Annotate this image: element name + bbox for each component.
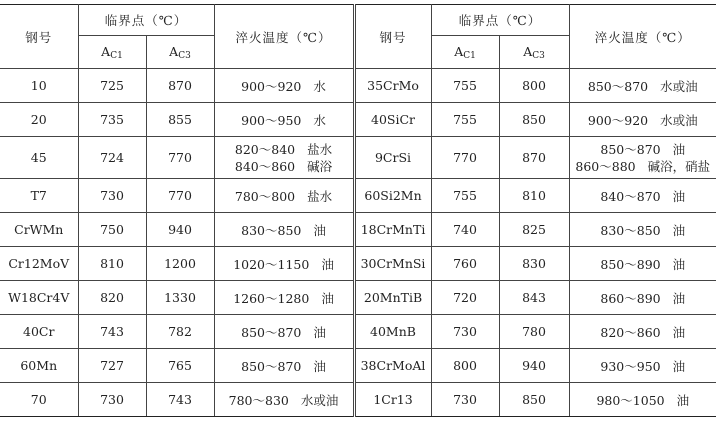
- ac1-cell: 743: [78, 315, 146, 349]
- header-ac3-left: $A_{C3}$: [146, 36, 214, 69]
- ac3-cell: 770: [146, 137, 214, 179]
- grade-cell: Cr12MoV: [0, 247, 78, 281]
- ac3-cell: 780: [499, 315, 569, 349]
- ac3-cell: 850: [499, 103, 569, 137]
- grade-cell: 20: [0, 103, 78, 137]
- ac3-cell: 940: [146, 213, 214, 247]
- ac1-cell: 760: [431, 247, 499, 281]
- grade-cell: 60Si2Mn: [354, 179, 431, 213]
- ac1-cell: 730: [431, 383, 499, 417]
- ac1-cell: 730: [78, 179, 146, 213]
- table-row: [0, 349, 716, 383]
- quench-cell: 900～920 水: [214, 69, 354, 103]
- table-row: [0, 137, 716, 179]
- quench-temperature-table: [0, 4, 716, 417]
- header-grade-left: 钢号: [0, 5, 78, 69]
- header-quench-left: 淬火温度（℃）: [214, 5, 354, 69]
- table-row: [0, 281, 716, 315]
- ac1-cell: 730: [78, 383, 146, 417]
- ac3-cell: 830: [499, 247, 569, 281]
- header-grade-right: 钢号: [354, 5, 431, 69]
- header-quench-right: 淬火温度（℃）: [569, 5, 716, 69]
- quench-cell: 850～890 油: [569, 247, 716, 281]
- header-ac1-left: $A_{C1}$: [78, 36, 146, 69]
- grade-cell: 35CrMo: [354, 69, 431, 103]
- table-row: [0, 69, 716, 103]
- ac3-cell: 855: [146, 103, 214, 137]
- quench-cell: 830～850 油: [569, 213, 716, 247]
- ac3-cell: 843: [499, 281, 569, 315]
- grade-cell: 20MnTiB: [354, 281, 431, 315]
- grade-cell: 60Mn: [0, 349, 78, 383]
- quench-cell: 980～1050 油: [569, 383, 716, 417]
- grade-cell: 10: [0, 69, 78, 103]
- grade-cell: 18CrMnTi: [354, 213, 431, 247]
- table-row: [0, 103, 716, 137]
- grade-cell: 40Cr: [0, 315, 78, 349]
- ac1-cell: 770: [431, 137, 499, 179]
- ac3-cell: 770: [146, 179, 214, 213]
- ac1-cell: 810: [78, 247, 146, 281]
- table-row: [0, 247, 716, 281]
- ac1-cell: 724: [78, 137, 146, 179]
- quench-cell: 900～920 水或油: [569, 103, 716, 137]
- grade-cell: 1Cr13: [354, 383, 431, 417]
- quench-cell: 900～950 水: [214, 103, 354, 137]
- quench-cell: 850～870 油: [214, 349, 354, 383]
- quench-cell: 780～830 水或油: [214, 383, 354, 417]
- grade-cell: 30CrMnSi: [354, 247, 431, 281]
- ac3-cell: 1200: [146, 247, 214, 281]
- ac1-cell: 725: [78, 69, 146, 103]
- ac3-cell: 743: [146, 383, 214, 417]
- grade-cell: 45: [0, 137, 78, 179]
- ac3-cell: 870: [146, 69, 214, 103]
- header-ac1-right: $A_{C1}$: [431, 36, 499, 69]
- header-critical-right: 临界点（℃）: [431, 5, 569, 36]
- quench-cell: 840～870 油: [569, 179, 716, 213]
- ac1-cell: 740: [431, 213, 499, 247]
- ac3-cell: 782: [146, 315, 214, 349]
- ac3-cell: 825: [499, 213, 569, 247]
- grade-cell: 9CrSi: [354, 137, 431, 179]
- grade-cell: CrWMn: [0, 213, 78, 247]
- ac1-cell: 820: [78, 281, 146, 315]
- ac1-cell: 755: [431, 103, 499, 137]
- quench-cell: 850～870 水或油: [569, 69, 716, 103]
- ac1-cell: 750: [78, 213, 146, 247]
- quench-cell: 820～840 盐水 840～860 碱浴: [214, 137, 354, 179]
- quench-cell: 850～870 油 860～880 碱浴，硝盐: [569, 137, 716, 179]
- ac1-cell: 800: [431, 349, 499, 383]
- quench-cell: 830～850 油: [214, 213, 354, 247]
- ac1-cell: 720: [431, 281, 499, 315]
- quench-cell: 930～950 油: [569, 349, 716, 383]
- ac3-cell: 870: [499, 137, 569, 179]
- grade-cell: T7: [0, 179, 78, 213]
- header-ac3-right: $A_{C3}$: [499, 36, 569, 69]
- header-critical-left: 临界点（℃）: [78, 5, 214, 36]
- ac3-cell: 810: [499, 179, 569, 213]
- grade-cell: 70: [0, 383, 78, 417]
- table-row: [0, 213, 716, 247]
- ac3-cell: 765: [146, 349, 214, 383]
- grade-cell: 40SiCr: [354, 103, 431, 137]
- ac1-cell: 755: [431, 179, 499, 213]
- quench-cell: 1260～1280 油: [214, 281, 354, 315]
- ac3-cell: 1330: [146, 281, 214, 315]
- quench-cell: 820～860 油: [569, 315, 716, 349]
- ac1-cell: 735: [78, 103, 146, 137]
- quench-cell: 850～870 油: [214, 315, 354, 349]
- grade-cell: 40MnB: [354, 315, 431, 349]
- ac1-cell: 730: [431, 315, 499, 349]
- table-row: [0, 315, 716, 349]
- quench-cell: 860～890 油: [569, 281, 716, 315]
- ac1-cell: 727: [78, 349, 146, 383]
- table-row: [0, 179, 716, 213]
- table-row: [0, 383, 716, 417]
- ac3-cell: 800: [499, 69, 569, 103]
- ac1-cell: 755: [431, 69, 499, 103]
- quench-cell: 1020～1150 油: [214, 247, 354, 281]
- quench-cell: 780～800 盐水: [214, 179, 354, 213]
- ac3-cell: 850: [499, 383, 569, 417]
- grade-cell: 38CrMoAl: [354, 349, 431, 383]
- grade-cell: W18Cr4V: [0, 281, 78, 315]
- ac3-cell: 940: [499, 349, 569, 383]
